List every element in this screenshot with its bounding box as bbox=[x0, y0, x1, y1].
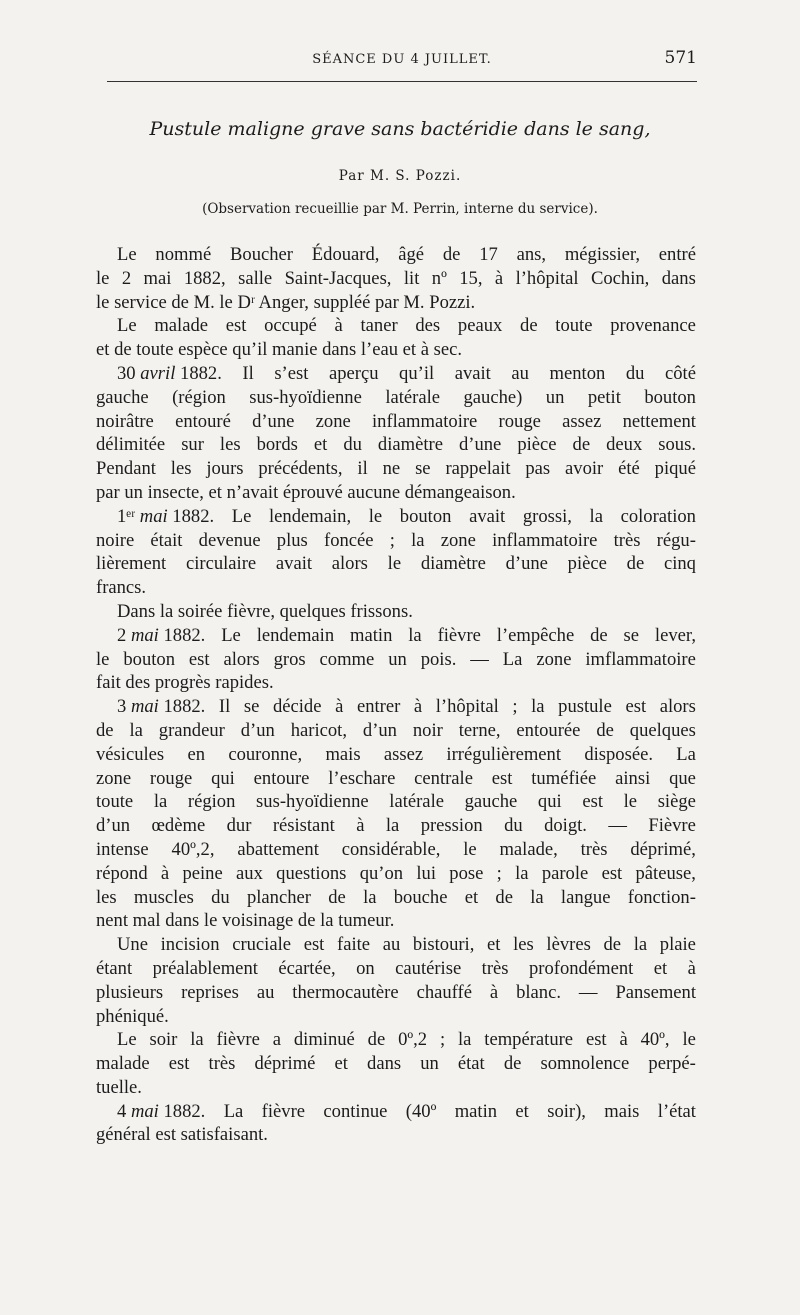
observation-note: (Observation recueillie par M. Perrin, interne du service). bbox=[202, 201, 598, 217]
text-line bbox=[96, 338, 696, 362]
line-text: le service de M. le Dʳ Anger, suppléé par M. Pozzi. bbox=[96, 291, 476, 313]
paragraph bbox=[96, 505, 696, 600]
text-line: Le soir la fièvre a diminué de 0º,2 ; la température est à 40º, le bbox=[117, 1029, 696, 1051]
paragraph bbox=[96, 1028, 696, 1099]
text-line: toute la région sus-hyoïdienne latérale gauche qui est le siège bbox=[96, 791, 696, 813]
line-text: francs. bbox=[96, 577, 147, 599]
running-head bbox=[107, 48, 697, 70]
text-line: délimitée sur les bords et du diamètre d’une pièce de deux sous. bbox=[96, 434, 696, 456]
text-line: 2 mai 1882. Le lendemain matin la fièvre l’empêche de se lever, bbox=[117, 624, 696, 646]
entry-day: 3 bbox=[117, 696, 131, 718]
text-line bbox=[96, 1076, 696, 1100]
entry-month: mai bbox=[130, 696, 159, 718]
entry-month: mai bbox=[130, 1100, 159, 1122]
text-line: noirâtre entouré d’une zone inflammatoire rouge assez nettement bbox=[96, 410, 696, 432]
entry-day: 30 bbox=[117, 362, 141, 384]
entry-month: avril bbox=[140, 362, 176, 384]
article-title: Pustule maligne grave sans bactéridie dans le sang, bbox=[149, 118, 651, 140]
text-line bbox=[96, 481, 696, 505]
article-body bbox=[96, 243, 696, 1147]
entry-day: 1ᵉʳ bbox=[117, 505, 140, 527]
text-line: plusieurs reprises au thermocautère chauffé à blanc. — Pansement bbox=[96, 981, 696, 1003]
paragraph bbox=[96, 695, 696, 933]
text-line: répond à peine aux questions qu’on lui pose ; la parole est pâteuse, bbox=[96, 862, 696, 884]
text-line: gauche (région sus-hyoïdienne latérale gauche) un petit bouton bbox=[96, 386, 696, 408]
text-line bbox=[96, 291, 696, 315]
line-text: phéniqué. bbox=[96, 1005, 169, 1027]
text-line bbox=[96, 1005, 696, 1029]
text-line: 30 avril 1882. Il s’est aperçu qu’il avait au menton du côté bbox=[117, 362, 696, 384]
line-text: et de toute espèce qu’il manie dans l’eau et à sec. bbox=[96, 339, 463, 361]
paragraph bbox=[96, 314, 696, 362]
entry-date: 4 mai 1882. bbox=[117, 1100, 206, 1122]
paragraph bbox=[96, 243, 696, 314]
text-line: zone rouge qui entoure l’eschare centrale est tuméfiée ainsi que bbox=[96, 767, 696, 789]
entry-day: 4 bbox=[117, 1100, 131, 1122]
paragraph bbox=[96, 624, 696, 695]
text-line: les muscles du plancher de la bouche et de la langue fonction- bbox=[96, 886, 696, 908]
text-line: 4 mai 1882. La fièvre continue (40º matin et soir), mais l’état bbox=[117, 1100, 696, 1122]
text-line: étant préalablement écartée, on cautérise très profondément et à bbox=[96, 957, 696, 979]
text-line bbox=[96, 576, 696, 600]
entry-date: 1ᵉʳ mai 1882. bbox=[117, 505, 215, 527]
text-line: Une incision cruciale est faite au bistouri, et les lèvres de la plaie bbox=[117, 934, 696, 956]
line-text: général est satisfaisant. bbox=[96, 1124, 268, 1146]
text-line: Le malade est occupé à taner des peaux de toute provenance bbox=[117, 315, 696, 337]
line-text: fait des progrès rapides. bbox=[96, 672, 274, 694]
paragraph bbox=[96, 362, 696, 505]
text-line: noire était devenue plus foncée ; la zone inflammatoire très régu- bbox=[96, 529, 696, 551]
text-line bbox=[96, 909, 696, 933]
page-number: 571 bbox=[664, 48, 697, 68]
text-line: lièrement circulaire avait alors le diamètre d’une pièce de cinq bbox=[96, 553, 696, 575]
text-line: Pendant les jours précédents, il ne se rappelait pas avoir été piqué bbox=[96, 458, 696, 480]
entry-month: mai bbox=[139, 505, 168, 527]
running-title: SÉANCE DU 4 JUILLET. bbox=[312, 52, 492, 67]
entry-month: mai bbox=[130, 624, 159, 646]
text-line: vésicules en couronne, mais assez irrégulièrement disposée. La bbox=[96, 743, 696, 765]
header-rule bbox=[107, 81, 697, 82]
text-line: de la grandeur d’un haricot, d’un noir terne, entourée de quelques bbox=[96, 719, 696, 741]
article-byline: Par M. S. Pozzi. bbox=[338, 168, 462, 184]
text-line: le 2 mai 1882, salle Saint-Jacques, lit nº 15, à l’hôpital Cochin, dans bbox=[96, 267, 696, 289]
text-line bbox=[96, 671, 696, 695]
entry-date: 30 avril 1882. bbox=[117, 362, 222, 384]
text-line: 1ᵉʳ mai 1882. Le lendemain, le bouton avait grossi, la coloration bbox=[117, 505, 696, 527]
text-line: Le nommé Boucher Édouard, âgé de 17 ans, mégissier, entré bbox=[117, 244, 696, 265]
text-line: le bouton est alors gros comme un pois. — La zone imflammatoire bbox=[96, 648, 696, 670]
entry-date: 3 mai 1882. bbox=[117, 696, 206, 718]
paragraph bbox=[96, 600, 696, 624]
text-line: 3 mai 1882. Il se décide à entrer à l’hôpital ; la pustule est alors bbox=[117, 696, 696, 718]
text-line: d’un œdème dur résistant à la pression du doigt. — Fièvre bbox=[96, 815, 696, 837]
entry-date: 2 mai 1882. bbox=[117, 624, 206, 646]
text-line: intense 40º,2, abattement considérable, le malade, très déprimé, bbox=[96, 838, 696, 860]
paragraph bbox=[96, 1100, 696, 1148]
line-text: Dans la soirée fièvre, quelques frissons. bbox=[117, 600, 413, 622]
line-text: par un insecte, et n’avait éprouvé aucune démangeaison. bbox=[96, 481, 516, 503]
text-line: malade est très déprimé et dans un état de somnolence perpé- bbox=[96, 1053, 696, 1075]
entry-day: 2 bbox=[117, 624, 131, 646]
paragraph bbox=[96, 933, 696, 1028]
line-text: tuelle. bbox=[96, 1076, 142, 1098]
text-line bbox=[96, 1123, 696, 1147]
line-text: nent mal dans le voisinage de la tumeur. bbox=[96, 910, 395, 932]
text-line bbox=[96, 600, 696, 624]
